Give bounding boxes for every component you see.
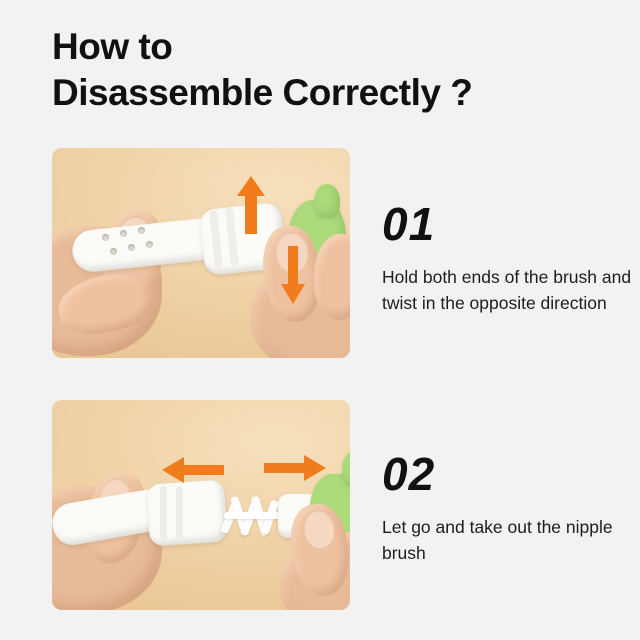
brush-collar xyxy=(146,479,228,546)
page-title-line-2: Disassemble Correctly ? xyxy=(52,72,473,113)
spiral-core xyxy=(224,512,282,519)
step-2-number: 02 xyxy=(382,448,436,500)
step-1-text xyxy=(382,198,632,316)
nipple-brush-tip xyxy=(314,184,340,218)
step-1-image xyxy=(52,148,350,358)
brush-collar-ridge xyxy=(160,486,167,540)
brush-hole xyxy=(128,244,135,251)
brush-hole xyxy=(146,241,153,248)
page-title-line-1: How to xyxy=(52,26,173,67)
step-2-text xyxy=(382,448,632,566)
step-2-image xyxy=(52,400,350,610)
brush-collar-ridge xyxy=(176,486,183,540)
step-1-number: 01 xyxy=(382,198,436,250)
brush-hole xyxy=(138,227,145,234)
arrow-left-icon xyxy=(162,456,224,484)
page-title xyxy=(52,24,612,116)
arrow-up-icon xyxy=(236,176,266,234)
arrow-right-icon xyxy=(264,454,326,482)
brush-hole xyxy=(110,248,117,255)
brush-hole xyxy=(102,234,109,241)
step-2-description: Let go and take out the nipple brush xyxy=(382,517,613,563)
step-1-description: Hold both ends of the brush and twist in the opposite direction xyxy=(382,267,632,313)
brush-hole xyxy=(120,230,127,237)
arrow-down-icon xyxy=(280,246,306,304)
